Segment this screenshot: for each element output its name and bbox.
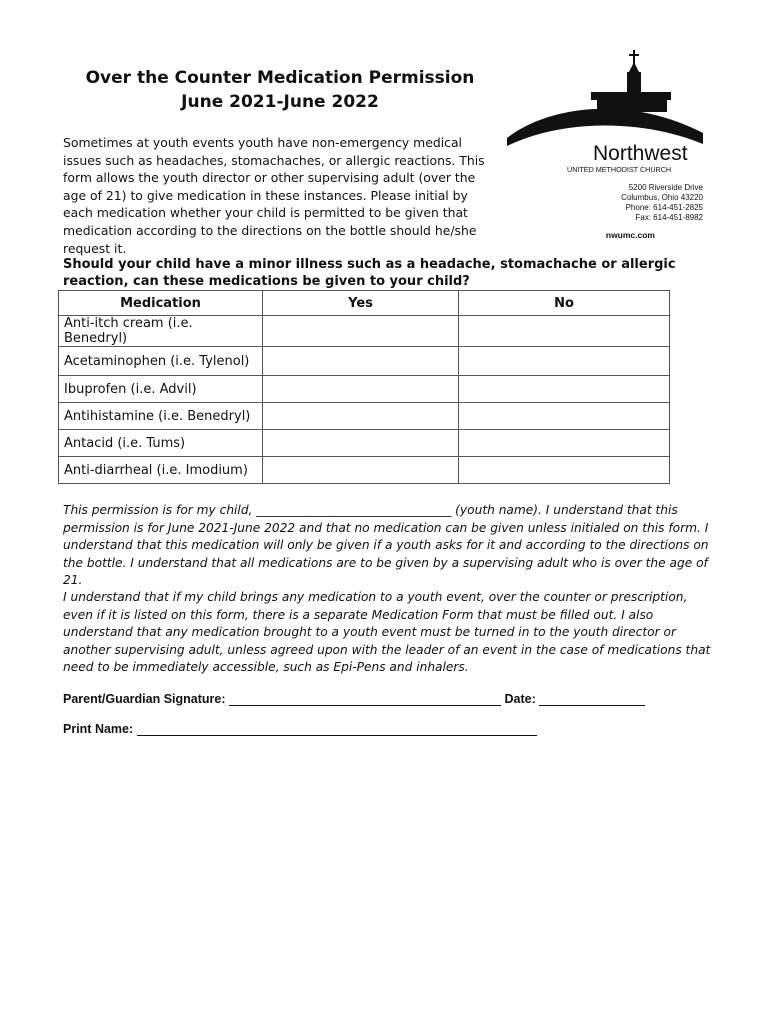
medication-table xyxy=(58,290,670,484)
print-name-field[interactable] xyxy=(137,723,537,736)
table-row xyxy=(59,316,670,347)
date-field[interactable] xyxy=(539,693,645,706)
logo-address1: 5200 Riverside Drive xyxy=(628,183,703,192)
medication-name: Ibuprofen (i.e. Advil) xyxy=(59,376,263,403)
table-row xyxy=(59,347,670,376)
no-initial-cell[interactable] xyxy=(459,316,670,347)
permission-paragraph-2: I understand that if my child brings any medication to a youth event, over the counter or prescription, even if it is listed on this form, there is a separate Medication Form that must be filled out. I also understand that any medication brought to a youth event must be turned in to the youth director or another supervising adult, unless agreed upon with the leader of an event in the case of medications that need to be immediately accessible, such as Epi-Pens and inhalers. xyxy=(63,590,711,675)
medication-question: Should your child have a minor illness such as a headache, stomachache or allergic reaction, can these medications be given to your child? xyxy=(63,257,676,289)
table-header-row xyxy=(59,291,670,316)
medication-name: Anti-diarrheal (i.e. Imodium) xyxy=(59,457,263,484)
logo-phone: Phone: 614-451-2825 xyxy=(625,203,703,212)
permission-paragraph-1: This permission is for my child, ________________________________ (youth name). I understand that this permission is for June 2021-June 2022 and that no medication can be given unless initialed on this form. I understand that this medication will only be given if a youth asks for it and according to the directions on the bottle. I understand that all medications are to be given by a supervising adult who is over the age of 21. xyxy=(63,503,709,588)
table-row xyxy=(59,376,670,403)
steeple-top xyxy=(629,62,639,72)
logo-church: UNITED METHODIST CHURCH xyxy=(567,165,672,174)
table-row xyxy=(59,457,670,484)
yes-initial-cell[interactable] xyxy=(263,347,459,376)
header-medication: Medication xyxy=(59,291,263,316)
no-initial-cell[interactable] xyxy=(459,403,670,430)
yes-initial-cell[interactable] xyxy=(263,430,459,457)
logo-web: nwumc.com xyxy=(605,230,655,240)
table-row xyxy=(59,403,670,430)
form-title xyxy=(60,66,500,114)
church-logo-graphic xyxy=(505,48,705,243)
header-no: No xyxy=(459,291,670,316)
church-roof xyxy=(591,92,671,100)
yes-initial-cell[interactable] xyxy=(263,316,459,347)
title-line: Over the Counter Medication Permission xyxy=(85,68,475,88)
medication-name: Anti-itch cream (i.e. Benedryl) xyxy=(59,316,263,347)
church-logo xyxy=(505,48,705,243)
no-initial-cell[interactable] xyxy=(459,347,670,376)
medication-name: Antacid (i.e. Tums) xyxy=(59,430,263,457)
logo-arc xyxy=(507,109,703,146)
date-range-line: June 2021-June 2022 xyxy=(181,92,379,112)
steeple-tower xyxy=(627,72,641,94)
signature-row xyxy=(63,692,645,706)
intro-paragraph: Sometimes at youth events youth have non-emergency medical issues such as headaches, stomachaches, or allergic reactions. This form allows the youth director or other supervising adult (over the age of 21) to give medication in these instances. Please initial by each medication whether your child is permitted to be given that medication according to the directions on the bottle should he/she request it. xyxy=(63,135,485,256)
parent-signature-label: Parent/Guardian Signature: xyxy=(63,692,226,706)
medication-name: Antihistamine (i.e. Benedryl) xyxy=(59,403,263,430)
logo-address2: Columbus, Ohio 43220 xyxy=(621,193,703,202)
logo-name: Northwest xyxy=(593,142,688,165)
table-row xyxy=(59,430,670,457)
cross-bar xyxy=(629,54,639,56)
parent-signature-field[interactable] xyxy=(229,693,501,706)
yes-initial-cell[interactable] xyxy=(263,376,459,403)
no-initial-cell[interactable] xyxy=(459,376,670,403)
yes-initial-cell[interactable] xyxy=(263,403,459,430)
header-yes: Yes xyxy=(263,291,459,316)
logo-fax: Fax: 614-451-8982 xyxy=(635,213,703,222)
date-label: Date: xyxy=(504,692,536,706)
yes-initial-cell[interactable] xyxy=(263,457,459,484)
medication-name: Acetaminophen (i.e. Tylenol) xyxy=(59,347,263,376)
cross-icon xyxy=(633,50,635,64)
no-initial-cell[interactable] xyxy=(459,457,670,484)
no-initial-cell[interactable] xyxy=(459,430,670,457)
print-name-row xyxy=(63,722,537,736)
print-name-label: Print Name: xyxy=(63,722,134,736)
